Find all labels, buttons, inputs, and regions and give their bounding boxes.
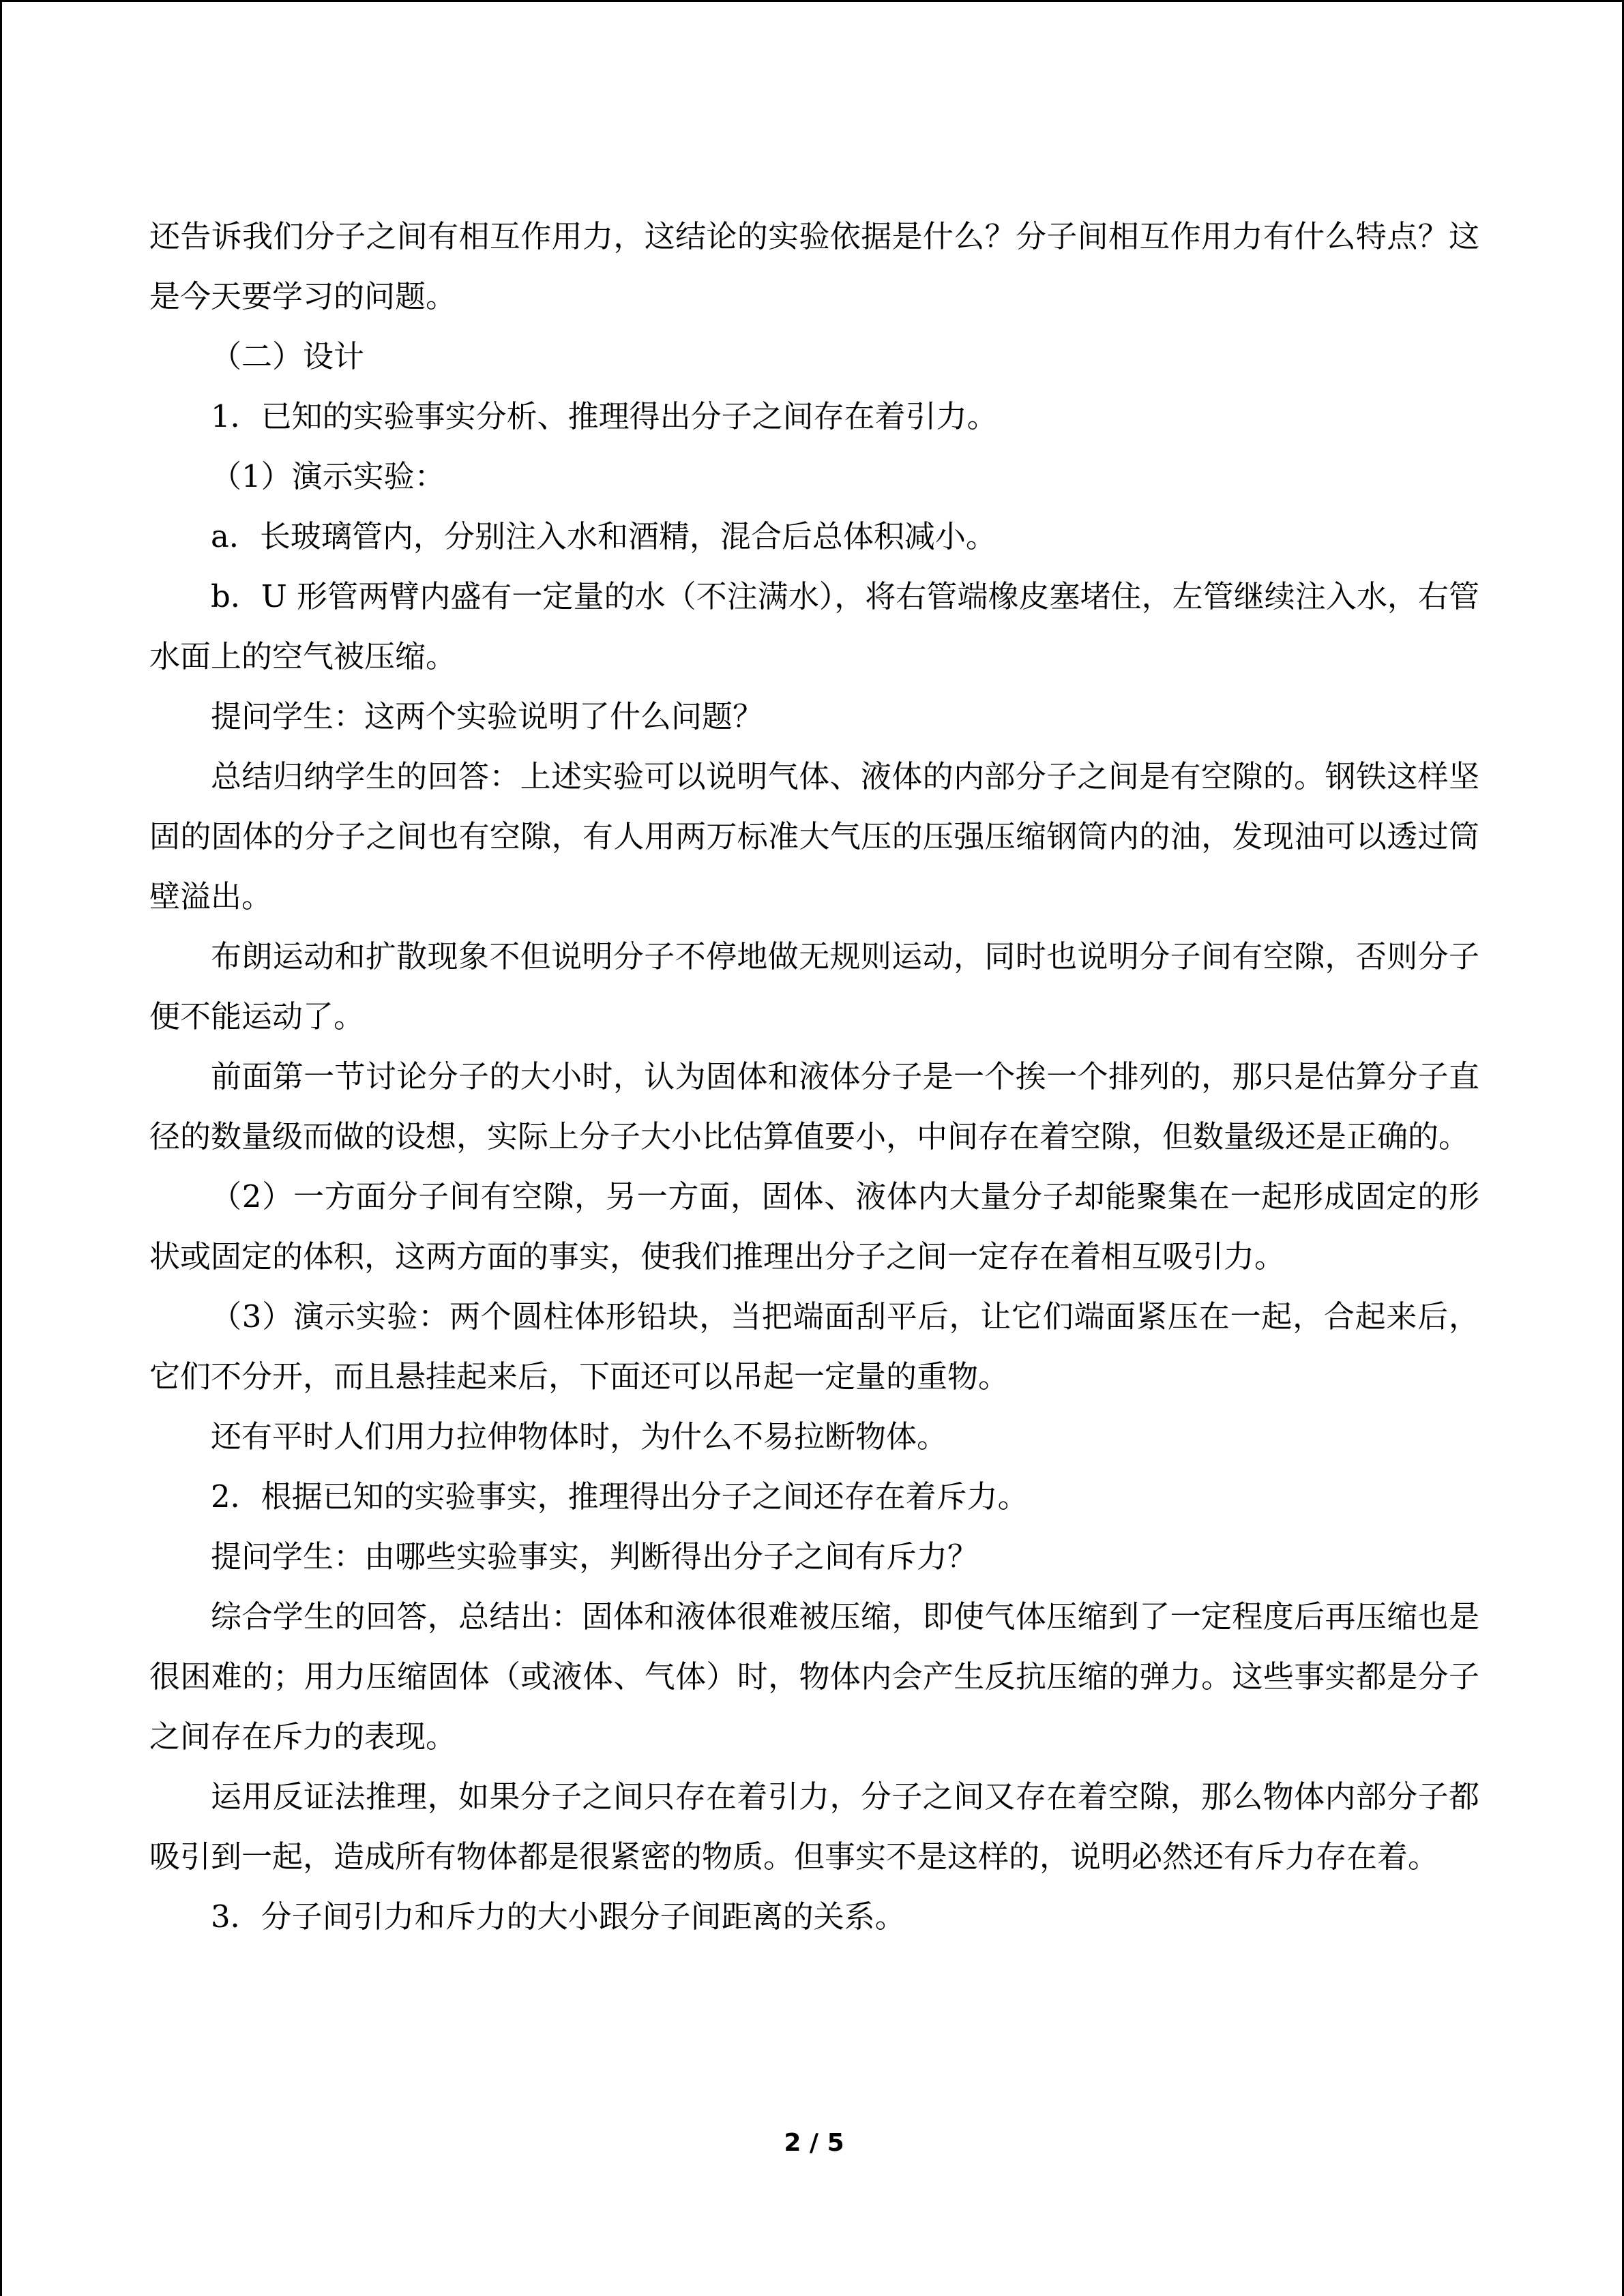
paragraph-demo-b: b．U 形管两臂内盛有一定量的水（不注满水），将右管端橡皮塞堵住，左管继续注入水，右管水面上的空气被压缩。 <box>149 578 1479 674</box>
paragraph-item-3: （3）演示实验：两个圆柱体形铅块，当把端面刮平后，让它们端面紧压在一起，合起来后，它们不分开，而且悬挂起来后，下面还可以吊起一定量的重物。 <box>149 1298 1479 1395</box>
paragraph-summary-1: 总结归纳学生的回答：上述实验可以说明气体、液体的内部分子之间是有空隙的。钢铁这样坚固的固体的分子之间也有空隙，有人用两万标准大气压的压强压缩钢筒内的油，发现油可以透过筒壁溢出。 <box>149 758 1479 914</box>
paragraph-brownian: 布朗运动和扩散现象不但说明分子不停地做无规则运动，同时也说明分子间有空隙，否则分子便不能运动了。 <box>149 938 1479 1034</box>
paragraph-contradiction: 运用反证法推理，如果分子之间只存在着引力，分子之间又存在着空隙，那么物体内部分子都吸引到一起，造成所有物体都是很紧密的物质。但事实不是这样的，说明必然还有斥力存在着。 <box>149 1778 1479 1875</box>
paragraph-repulsion-heading: 2．根据已知的实验事实，推理得出分子之间还存在着斥力。 <box>211 1478 1029 1515</box>
paragraph-distance-heading: 3．分子间引力和斥力的大小跟分子间距离的关系。 <box>211 1898 906 1935</box>
paragraph-summary-2: 综合学生的回答，总结出：固体和液体很难被压缩，即使气体压缩到了一定程度后再压缩也是很困难的；用力压缩固体（或液体、气体）时，物体内会产生反抗压缩的弹力。这些事实都是分子之间存在斥力的表现。 <box>149 1598 1479 1755</box>
paragraph-item-2: （2）一方面分子间有空隙，另一方面，固体、液体内大量分子却能聚集在一起形成固定的形状或固定的体积，这两方面的事实，使我们推理出分子之间一定存在着相互吸引力。 <box>149 1178 1479 1274</box>
paragraph-molecule-size: 前面第一节讨论分子的大小时，认为固体和液体分子是一个挨一个排列的，那只是估算分子直径的数量级而做的设想，实际上分子大小比估算值要小，中间存在着空隙，但数量级还是正确的。 <box>149 1058 1479 1154</box>
paragraph-stretch: 还有平时人们用力拉伸物体时，为什么不易拉断物体。 <box>211 1418 948 1455</box>
paragraph-question-1: 提问学生：这两个实验说明了什么问题？ <box>211 698 764 734</box>
section-heading-design: （二）设计 <box>211 338 365 374</box>
page-number: 2 / 5 <box>784 2129 844 2157</box>
paragraph-question-2: 提问学生：由哪些实验事实，判断得出分子之间有斥力？ <box>211 1538 979 1575</box>
paragraph-demo-1: （1）演示实验： <box>211 458 445 494</box>
paragraph-item-1: 1．已知的实验事实分析、推理得出分子之间存在着引力。 <box>211 398 998 434</box>
paragraph-demo-a: a．长玻璃管内，分别注入水和酒精，混合后总体积减小。 <box>211 518 996 554</box>
paragraph-1: 还告诉我们分子之间有相互作用力，这结论的实验依据是什么？分子间相互作用力有什么特点？这是今天要学习的问题。 <box>149 218 1479 314</box>
document-body <box>149 207 1479 1947</box>
